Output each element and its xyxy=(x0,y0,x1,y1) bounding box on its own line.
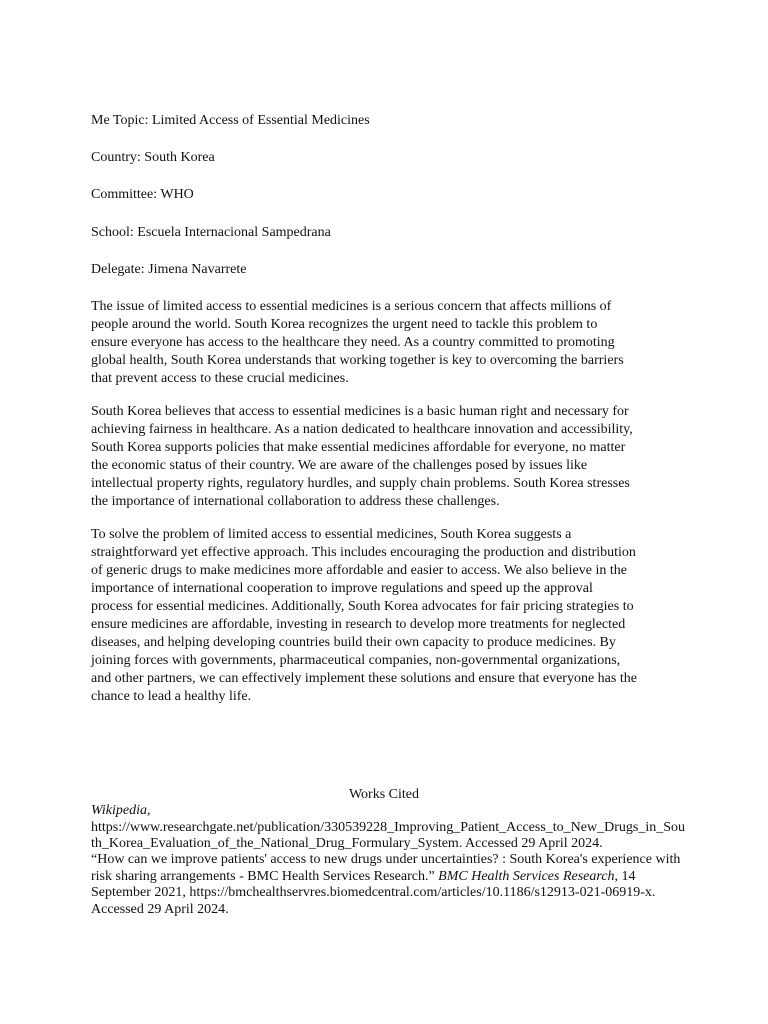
citation-line xyxy=(91,869,680,886)
topic-line: Me Topic: Limited Access of Essential Medicines xyxy=(91,113,370,128)
citation-accessed-line: Accessed 29 April 2024. xyxy=(91,901,229,917)
paragraph-line: people around the world. South Korea recognizes the urgent need to tackle this problem to xyxy=(91,317,598,332)
paragraph-line: diseases, and helping developing countries build their own capacity to produce medicines. By xyxy=(91,635,616,650)
committee-line: Committee: WHO xyxy=(91,187,194,202)
citation-bmc xyxy=(91,852,680,918)
paragraph-line: straightforward yet effective approach. This includes encouraging the production and distribution xyxy=(91,545,636,560)
citation-title-line: “How can we improve patients' access to new drugs under uncertainties? : South Korea's experience with xyxy=(91,852,681,867)
citation-title-end: risk sharing arrangements - BMC Health Services Research.” xyxy=(91,868,439,884)
paragraph-line: South Korea supports policies that make essential medicines affordable for everyone, no matter xyxy=(91,440,626,455)
country-line: Country: South Korea xyxy=(91,150,215,165)
citation-punctuation: , xyxy=(147,803,151,818)
paragraph-line: achieving fairness in healthcare. As a nation dedicated to healthcare innovation and accessibility, xyxy=(91,422,633,437)
paragraph-line: chance to lead a healthy life. xyxy=(91,689,252,704)
works-cited-title: Works Cited xyxy=(348,787,420,802)
paragraph-line: ensure medicines are affordable, investing in research to develop more treatments for neglected xyxy=(91,617,626,632)
paragraph-line: ensure everyone has access to the healthcare they need. As a country committed to promoting xyxy=(91,335,615,350)
paragraph-line: of generic drugs to make medicines more affordable and easier to access. We also believe in the xyxy=(91,563,627,578)
paragraph-line: The issue of limited access to essential medicines is a serious concern that affects millions of xyxy=(91,299,612,314)
citation-url-line: September 2021, https://bmchealthservres.biomedcentral.com/articles/10.1186/s12913-021-06919-x. xyxy=(91,885,656,900)
paragraph-line: the economic status of their country. We are aware of the challenges posed by issues like xyxy=(91,458,588,473)
delegate-line: Delegate: Jimena Navarrete xyxy=(91,262,247,277)
school-line: School: Escuela Internacional Sampedrana xyxy=(91,225,331,240)
paragraph-solutions xyxy=(91,526,691,706)
paragraph-line: South Korea believes that access to essential medicines is a basic human right and necessary for xyxy=(91,404,629,419)
citation-date-start: , 14 xyxy=(614,868,636,884)
citation-line xyxy=(91,803,685,820)
paragraph-position xyxy=(91,403,691,511)
paragraph-line: and other partners, we can effectively implement these solutions and ensure that everyone has the xyxy=(91,671,637,686)
citation-url-line: th_Korea_Evaluation_of_the_National_Drug_Formulary_System. Accessed 29 April 2024. xyxy=(91,836,603,851)
paragraph-line: joining forces with governments, pharmaceutical companies, non-governmental organizations, xyxy=(91,653,621,668)
citation-journal: BMC Health Services Research xyxy=(438,868,615,884)
citation-url-line: https://www.researchgate.net/publication/330539228_Improving_Patient_Access_to_New_Drugs_in_Sou xyxy=(91,819,685,835)
citation-wikipedia xyxy=(91,803,685,853)
paragraph-line: that prevent access to these crucial medicines. xyxy=(91,371,349,386)
paragraph-line: global health, South Korea understands that working together is key to overcoming the barriers xyxy=(91,353,624,368)
paragraph-line: importance of international cooperation to improve regulations and speed up the approval xyxy=(91,581,593,596)
paragraph-line: To solve the problem of limited access to essential medicines, South Korea suggests a xyxy=(91,527,572,542)
paragraph-line: the importance of international collaboration to address these challenges. xyxy=(91,494,500,509)
citation-source: Wikipedia xyxy=(91,803,147,818)
paragraph-intro xyxy=(91,298,691,388)
paragraph-line: process for essential medicines. Additionally, South Korea advocates for fair pricing strategies to xyxy=(91,599,634,614)
paragraph-line: intellectual property rights, regulatory hurdles, and supply chain problems. South Korea stresses xyxy=(91,476,630,491)
